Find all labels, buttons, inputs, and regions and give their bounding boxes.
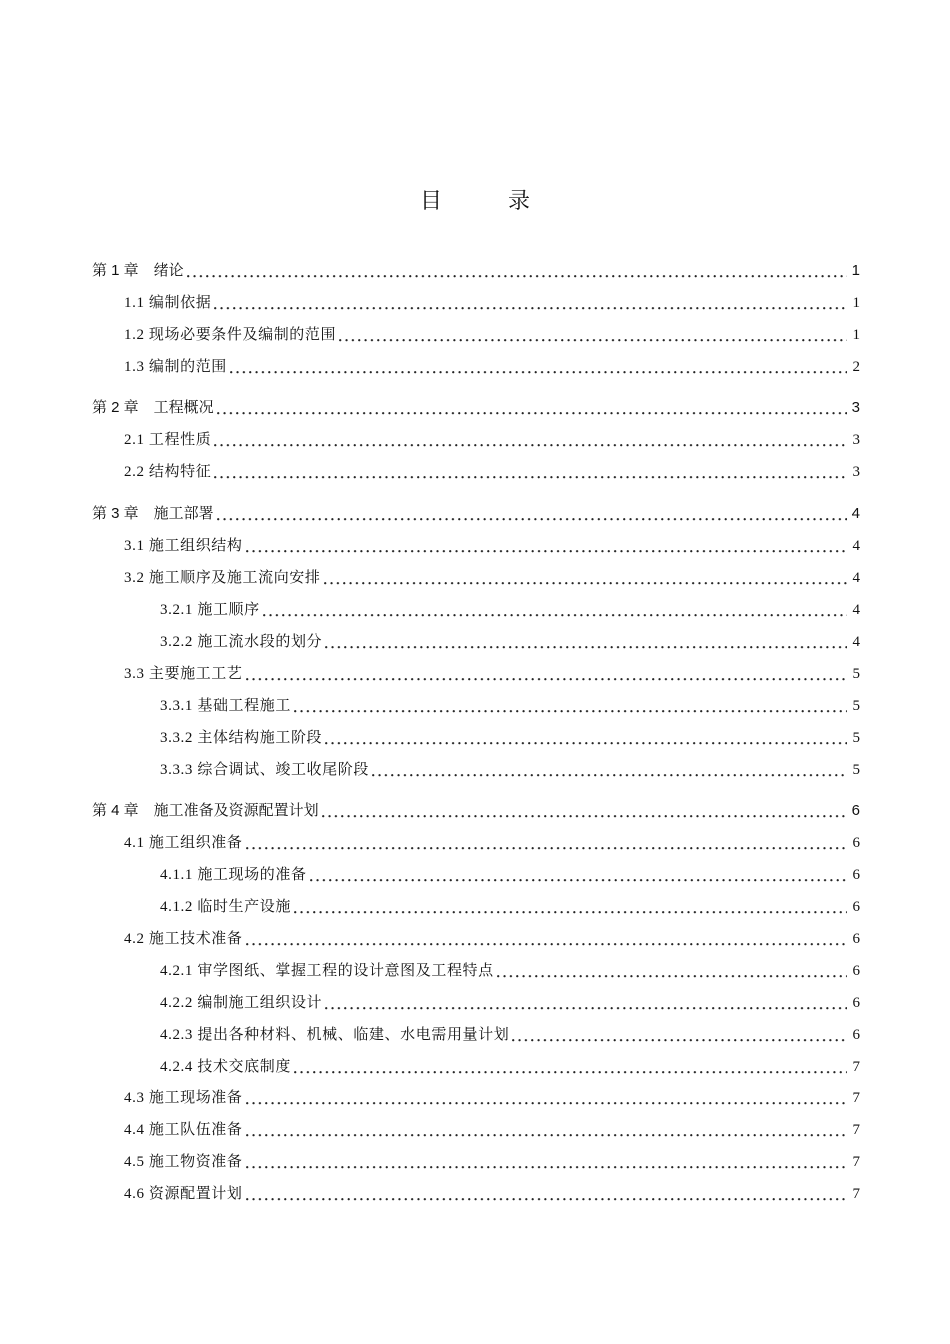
toc-entry-page-number: 5 bbox=[852, 698, 860, 714]
toc-entry-page-number: 6 bbox=[852, 1027, 860, 1043]
toc-entry-label: 3.2 施工顺序及施工流向安排 bbox=[124, 570, 321, 586]
toc-entry-page-number: 6 bbox=[851, 802, 860, 819]
toc-dot-leader bbox=[246, 932, 847, 946]
toc-dot-leader bbox=[325, 635, 847, 649]
toc-entry-label: 1.2 现场必要条件及编制的范围 bbox=[124, 327, 337, 343]
toc-entry[interactable] bbox=[124, 532, 860, 556]
toc-entry-label: 4.2.1 审学图纸、掌握工程的设计意图及工程特点 bbox=[160, 963, 494, 979]
toc-dot-leader bbox=[294, 900, 847, 914]
toc-entry-page-number: 7 bbox=[852, 1122, 860, 1138]
toc-dot-leader bbox=[263, 603, 847, 617]
toc-entry-page-number: 6 bbox=[852, 995, 860, 1011]
toc-entry-page-number: 7 bbox=[852, 1090, 860, 1106]
toc-dot-leader bbox=[246, 1123, 847, 1137]
toc-entry-page-number: 3 bbox=[852, 432, 860, 448]
toc-dot-leader bbox=[214, 465, 847, 479]
toc-entry[interactable] bbox=[160, 861, 860, 885]
toc-entry-label: 4.3 施工现场准备 bbox=[124, 1090, 243, 1106]
toc-entry[interactable] bbox=[160, 893, 860, 917]
toc-entry-page-number: 3 bbox=[852, 464, 860, 480]
toc-dot-leader bbox=[294, 699, 847, 713]
toc-entry[interactable] bbox=[124, 321, 860, 345]
toc-dot-leader bbox=[310, 868, 847, 882]
toc-dot-leader bbox=[246, 539, 847, 553]
toc-entry[interactable] bbox=[92, 797, 860, 821]
toc-entry-page-number: 6 bbox=[852, 963, 860, 979]
toc-entry-label: 3.2.1 施工顺序 bbox=[160, 602, 260, 618]
toc-entry-label: 4.2.2 编制施工组织设计 bbox=[160, 995, 323, 1011]
toc-entry-label: 第 3 章 施工部署 bbox=[92, 505, 214, 522]
toc-dot-leader bbox=[246, 836, 847, 850]
toc-entry[interactable] bbox=[124, 289, 860, 313]
toc-entry-label: 3.3 主要施工工艺 bbox=[124, 666, 243, 682]
toc-dot-leader bbox=[214, 433, 847, 447]
toc-entry-label: 3.3.2 主体结构施工阶段 bbox=[160, 730, 323, 746]
toc-entry[interactable] bbox=[160, 596, 860, 620]
toc-dot-leader bbox=[294, 1060, 847, 1074]
toc-dot-leader bbox=[372, 763, 847, 777]
toc-entry-page-number: 1 bbox=[851, 262, 860, 279]
toc-entry-page-number: 6 bbox=[852, 899, 860, 915]
toc-entry-label: 1.1 编制依据 bbox=[124, 295, 212, 311]
toc-entry-page-number: 1 bbox=[852, 295, 860, 311]
toc-entry-label: 4.1 施工组织准备 bbox=[124, 835, 243, 851]
toc-entry-page-number: 4 bbox=[852, 570, 860, 586]
toc-entry[interactable] bbox=[160, 957, 860, 981]
toc-entry-label: 4.2 施工技术准备 bbox=[124, 931, 243, 947]
toc-entry-label: 第 1 章 绪论 bbox=[92, 262, 184, 279]
toc-dot-leader bbox=[246, 1187, 847, 1201]
toc-entry-page-number: 6 bbox=[852, 931, 860, 947]
toc-title: 目 录 bbox=[419, 189, 552, 214]
toc-entry-page-number: 5 bbox=[852, 666, 860, 682]
toc-entry[interactable] bbox=[160, 724, 860, 748]
toc-entry[interactable] bbox=[124, 1084, 860, 1108]
toc-dot-leader bbox=[217, 507, 847, 521]
toc-entry[interactable] bbox=[92, 394, 860, 418]
toc-entry[interactable] bbox=[124, 1116, 860, 1140]
toc-entry-page-number: 4 bbox=[852, 538, 860, 554]
toc-entry-label: 4.2.4 技术交底制度 bbox=[160, 1059, 291, 1075]
toc-dot-leader bbox=[214, 296, 847, 310]
toc-dot-leader bbox=[325, 731, 847, 745]
toc-entry[interactable] bbox=[124, 353, 860, 377]
toc-entry-label: 第 4 章 施工准备及资源配置计划 bbox=[92, 802, 319, 819]
toc-entry-label: 2.1 工程性质 bbox=[124, 432, 212, 448]
toc-entry-label: 第 2 章 工程概况 bbox=[92, 399, 214, 416]
toc-entry-page-number: 7 bbox=[852, 1186, 860, 1202]
toc-entry[interactable] bbox=[124, 1148, 860, 1172]
toc-entry[interactable] bbox=[160, 692, 860, 716]
toc-entry[interactable] bbox=[124, 829, 860, 853]
toc-entry[interactable] bbox=[92, 500, 860, 524]
toc-entry[interactable] bbox=[124, 660, 860, 684]
toc-entry-page-number: 5 bbox=[852, 730, 860, 746]
toc-entry-page-number: 7 bbox=[852, 1059, 860, 1075]
toc-dot-leader bbox=[324, 571, 847, 585]
toc-entry-label: 4.1.1 施工现场的准备 bbox=[160, 867, 307, 883]
toc-entry[interactable] bbox=[160, 756, 860, 780]
toc-entry[interactable] bbox=[124, 925, 860, 949]
toc-entry-label: 3.2.2 施工流水段的划分 bbox=[160, 634, 323, 650]
toc-entry-page-number: 7 bbox=[852, 1154, 860, 1170]
toc-entry-label: 4.4 施工队伍准备 bbox=[124, 1122, 243, 1138]
toc-entry-page-number: 1 bbox=[852, 327, 860, 343]
toc-entry-label: 4.5 施工物资准备 bbox=[124, 1154, 243, 1170]
toc-dot-leader bbox=[325, 996, 847, 1010]
toc-dot-leader bbox=[246, 1091, 847, 1105]
toc-dot-leader bbox=[322, 804, 847, 818]
toc-entry[interactable] bbox=[92, 257, 860, 281]
toc-entry-label: 2.2 结构特征 bbox=[124, 464, 212, 480]
toc-dot-leader bbox=[512, 1028, 847, 1042]
toc-dot-leader bbox=[246, 667, 847, 681]
toc-entry[interactable] bbox=[160, 628, 860, 652]
toc-entry-label: 3.3.3 综合调试、竣工收尾阶段 bbox=[160, 762, 369, 778]
toc-dot-leader bbox=[339, 328, 847, 342]
toc-dot-leader bbox=[246, 1155, 847, 1169]
toc-entry-page-number: 4 bbox=[851, 505, 860, 522]
toc-entry-label: 3.1 施工组织结构 bbox=[124, 538, 243, 554]
toc-dot-leader bbox=[217, 401, 847, 415]
toc-entry-label: 4.6 资源配置计划 bbox=[124, 1186, 243, 1202]
toc-entry[interactable] bbox=[160, 1021, 860, 1045]
toc-entry-label: 4.1.2 临时生产设施 bbox=[160, 899, 291, 915]
toc-dot-leader bbox=[187, 264, 847, 278]
toc-dot-leader bbox=[230, 360, 847, 374]
toc-entry-page-number: 2 bbox=[852, 359, 860, 375]
toc-entry-page-number: 4 bbox=[852, 634, 860, 650]
toc-entry[interactable] bbox=[124, 426, 860, 450]
toc-entry-page-number: 4 bbox=[852, 602, 860, 618]
toc-entry-label: 1.3 编制的范围 bbox=[124, 359, 227, 375]
toc-entry[interactable] bbox=[160, 989, 860, 1013]
toc-entry[interactable] bbox=[124, 1180, 860, 1204]
toc-entry-label: 3.3.1 基础工程施工 bbox=[160, 698, 291, 714]
toc-entry-page-number: 5 bbox=[852, 762, 860, 778]
toc-entry-label: 4.2.3 提出各种材料、机械、临建、水电需用量计划 bbox=[160, 1027, 510, 1043]
toc-dot-leader bbox=[497, 964, 847, 978]
toc-entry[interactable] bbox=[124, 564, 860, 588]
toc-entry-page-number: 3 bbox=[851, 399, 860, 416]
toc-entry-page-number: 6 bbox=[852, 835, 860, 851]
toc-entry[interactable] bbox=[124, 458, 860, 482]
toc-entry[interactable] bbox=[160, 1053, 860, 1077]
toc-entry-page-number: 6 bbox=[852, 867, 860, 883]
